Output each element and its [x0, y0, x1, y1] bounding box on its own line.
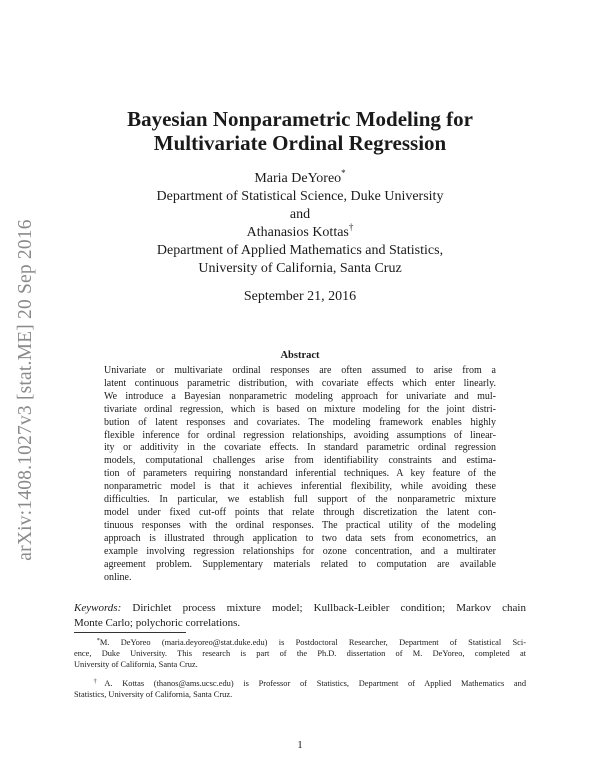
abstract-line: nonparametric model is that it achieves inferential flexibility, while avoiding these [104, 481, 496, 493]
author-1 [60, 170, 540, 188]
abstract-heading: Abstract [280, 350, 320, 361]
page-number: 1 [297, 739, 303, 751]
abstract-line: example involving regression relationships for ozone concentration, and a multirater [104, 545, 496, 557]
footnotes [74, 636, 526, 701]
author-1-affiliation: Department of Statistical Science, Duke University [156, 189, 444, 204]
abstract-line: ity or additivity in the covariate effects. In standard parametric ordinal regression [104, 442, 496, 454]
paper-title [60, 107, 540, 155]
title-line-2: Multivariate Ordinal Regression [153, 131, 447, 155]
footnote-1-line: ence, Duke University. This research is part of the Ph.D. dissertation of M. DeYoreo, completed at [74, 648, 526, 658]
author-2 [60, 224, 540, 242]
keywords-label: Keywords: [74, 602, 122, 614]
abstract-line: approach is illustrated through application to two data sets from econometrics, an [104, 532, 496, 544]
keywords-line-1 [74, 601, 526, 616]
abstract-line: online. [104, 571, 132, 583]
arxiv-stamp-text: arXiv:1408.1027v3 [stat.ME] 20 Sep 2016 [15, 219, 36, 561]
arxiv-stamp [6, 205, 46, 575]
abstract-line: tion of parameters requiring nonstandard inferential techniques. A key feature of the [104, 468, 496, 480]
author-block [60, 170, 540, 278]
paper-date: September 21, 2016 [243, 289, 357, 304]
footnote-1-line: University of California, Santa Cruz. [74, 659, 198, 669]
abstract-line: tinuous responses with the ordinal responses. The practical utility of the modeling [104, 519, 496, 531]
footnote-2-line [74, 677, 526, 690]
footnote-rule [74, 632, 186, 633]
abstract-line: latent continuous parametric distribution, with covariate effects which enter linearly. [104, 377, 496, 389]
author-1-name: Maria DeYoreo [254, 171, 342, 186]
abstract-line: bution of latent responses and covariates. The modeling framework enables highly [104, 416, 496, 428]
abstract-line: flexible inference for ordinal regression relationships, avoiding assumptions of linear- [104, 429, 496, 441]
abstract-line: difficulties. In particular, we establish full support of the nonparametric mixture [104, 494, 496, 506]
title-line-1: Bayesian Nonparametric Modeling for [127, 107, 473, 131]
author-2-affiliation-line-2: University of California, Santa Cruz [198, 261, 402, 276]
author-1-footnote-mark: * [341, 168, 346, 178]
keywords [74, 601, 526, 631]
abstract-line: Univariate or multivariate ordinal responses are often assumed to arise from a [104, 365, 496, 376]
abstract-line: tivariate ordinal regression, which is based on mixture modeling for the joint distri- [104, 403, 496, 415]
footnote-2-symbol: † [93, 677, 105, 685]
abstract-line: model under fixed cut-off points that relate through discretization the latent con- [104, 506, 496, 518]
author-2-affiliation-line-1: Department of Applied Mathematics and Statistics, [156, 243, 444, 258]
footnote-1-text: M. DeYoreo (maria.deyoreo@stat.duke.edu) is Postdoctoral Researcher, Department of Statistical Sci- [99, 638, 527, 647]
abstract-line: We introduce a Bayesian nonparametric modeling approach for univariate and mul- [104, 390, 496, 402]
author-2-name: Athanasios Kottas [246, 225, 349, 240]
footnote-2-line: Statistics, University of California, Santa Cruz. [74, 689, 233, 699]
abstract-line: models, computational challenges arise from identifiability constraints and estima- [104, 455, 496, 467]
keywords-line-2: Monte Carlo; polychoric correlations. [74, 617, 241, 629]
footnote-1-line [74, 636, 526, 649]
keywords-text-1: Dirichlet process mixture model; Kullback-Leibler condition; Markov chain [132, 602, 526, 614]
abstract-line: agreement problem. Supplementary materials related to computation are available [104, 558, 496, 570]
footnote-1-symbol: * [96, 637, 100, 644]
author-2-footnote-mark: † [348, 222, 354, 232]
abstract-body [104, 365, 496, 584]
footnote-2-text: A. Kottas (thanos@ams.ucsc.edu) is Professor of Statistics, Department of Applied Mathematics and [104, 678, 527, 688]
author-conjunction: and [289, 207, 311, 222]
